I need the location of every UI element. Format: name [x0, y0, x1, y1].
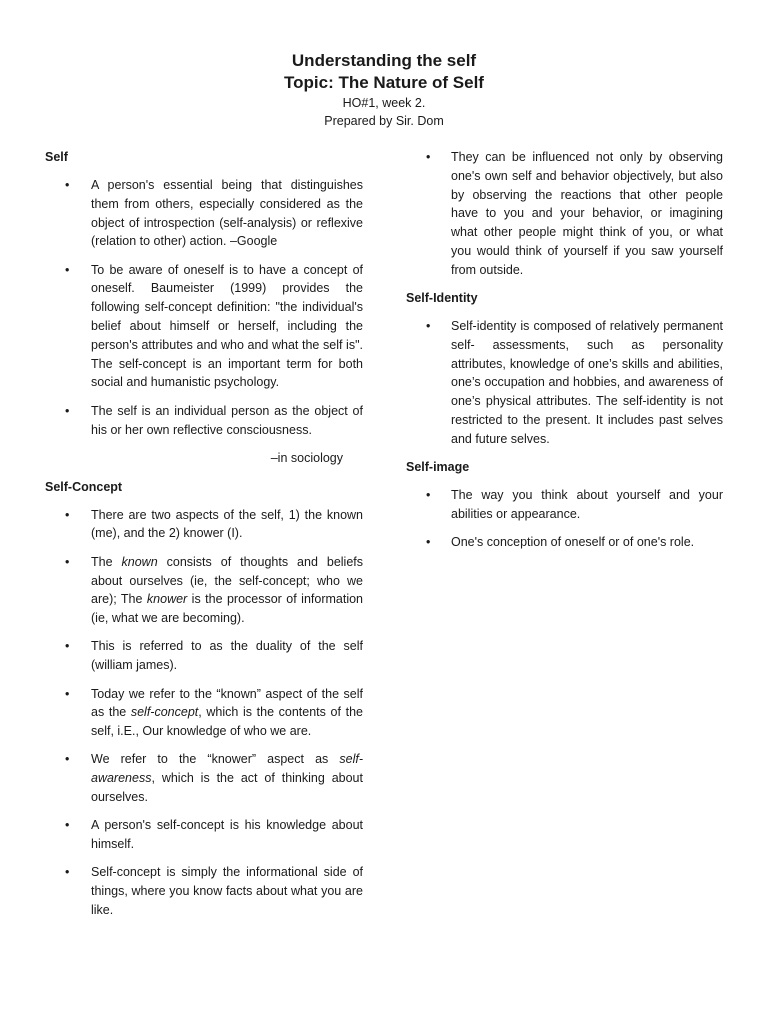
bullet-icon: •	[65, 686, 70, 701]
list-item	[45, 176, 363, 251]
list-item-text: The known consists of thoughts and beliefs about ourselves (ie, the self-concept; who we are); The knower is the processor of information (ie, what we are becoming).	[91, 554, 364, 626]
list-item	[45, 863, 363, 919]
self-list	[45, 176, 363, 439]
self-identity-list	[406, 317, 723, 449]
list-item	[45, 506, 363, 544]
bullet-icon: •	[426, 319, 431, 334]
list-item	[45, 637, 363, 675]
section-heading-self-identity: Self-Identity	[406, 291, 478, 306]
bullet-icon: •	[65, 507, 70, 522]
emphasis-knower: knower	[146, 592, 188, 607]
list-item-text: We refer to the “knower” aspect as self-awareness, which is the act of thinking about ourselves.	[91, 752, 363, 805]
list-item-text: This is referred to as the duality of the self (william james).	[91, 639, 363, 673]
bullet-icon: •	[426, 535, 431, 550]
list-item-text: They can be influenced not only by observing one's own self and behavior objectively, but also by observing the reactions that other people have to you and your behavior, or imagining what other people might think of you, or what you would think of yourself if you saw yourself from outside.	[451, 150, 723, 277]
bullet-icon: •	[65, 403, 70, 418]
list-item-text: To be aware of oneself is to have a concept of oneself. Baumeister (1999) provides the following self-concept definition: "the individual's belief about himself or herself, including the person's attributes and who and what the self is". The self-concept is an important term for both social and humanistic psychology.	[91, 262, 363, 390]
list-item	[45, 261, 363, 393]
section-heading-self-image: Self-image	[406, 460, 470, 475]
list-item	[45, 685, 363, 741]
list-item	[406, 148, 723, 280]
emphasis-self-awareness: self-awareness	[91, 752, 363, 786]
list-item-text: The self is an individual person as the object of his or her own reflective consciousness.	[91, 403, 363, 437]
list-item	[45, 402, 363, 440]
list-item-text: There are two aspects of the self, 1) the known (me), and the 2) knower (I).	[91, 507, 363, 541]
right-column	[406, 148, 723, 562]
list-item-text: A person's self-concept is his knowledge about himself.	[91, 818, 363, 852]
list-item	[406, 486, 723, 524]
emphasis-self-concept: self-concept	[130, 705, 199, 720]
bullet-icon: •	[426, 150, 431, 164]
document-header	[0, 50, 768, 130]
bullet-icon: •	[65, 818, 70, 833]
bullet-icon: •	[65, 178, 70, 192]
document-title: Understanding the self	[291, 51, 477, 70]
bullet-icon: •	[65, 554, 70, 569]
handout-label: HO#1, week 2.	[342, 96, 426, 110]
self-image-list	[406, 486, 723, 552]
self-concept-continued-list	[406, 148, 723, 280]
left-column	[45, 148, 363, 929]
section-heading-self: Self	[45, 150, 68, 164]
list-item	[406, 533, 723, 552]
list-item-text: Self-concept is simply the informational side of things, where you know facts about what you are like.	[91, 865, 363, 917]
document-topic: Topic: The Nature of Self	[284, 73, 484, 92]
bullet-icon: •	[65, 752, 70, 767]
list-item-text: One's conception of oneself or of one's role.	[451, 535, 695, 550]
list-item-text: Self-identity is composed of relatively permanent self- assessments, such as personality attributes, knowledge of one’s skills and abilities, one’s occupation and hobbies, and awareness of one’s physical attributes. The self-identity is not restricted to the present. It includes past selves and future selves.	[451, 319, 723, 446]
attribution: –in sociology	[270, 450, 343, 465]
list-item	[406, 317, 723, 449]
list-item-text: A person's essential being that distinguishes them from others, especially considered as the object of introspection (self-analysis) or reflexive (relation to other) action. –Google	[91, 178, 363, 249]
prepared-by: Prepared by Sir. Dom	[324, 114, 444, 128]
bullet-icon: •	[65, 639, 70, 654]
self-concept-list	[45, 506, 363, 920]
emphasis-known: known	[121, 554, 158, 569]
section-heading-self-concept: Self-Concept	[45, 479, 123, 494]
bullet-icon: •	[65, 865, 70, 880]
list-item-text: Today we refer to the “known” aspect of the self as the self-concept, which is the contents of the self, i.E., Our knowledge of who we are.	[91, 686, 363, 739]
list-item	[45, 553, 363, 628]
list-item	[45, 750, 363, 806]
bullet-icon: •	[65, 262, 70, 277]
list-item	[45, 816, 363, 854]
list-item-text: The way you think about yourself and your abilities or appearance.	[451, 488, 723, 521]
bullet-icon: •	[426, 488, 431, 503]
